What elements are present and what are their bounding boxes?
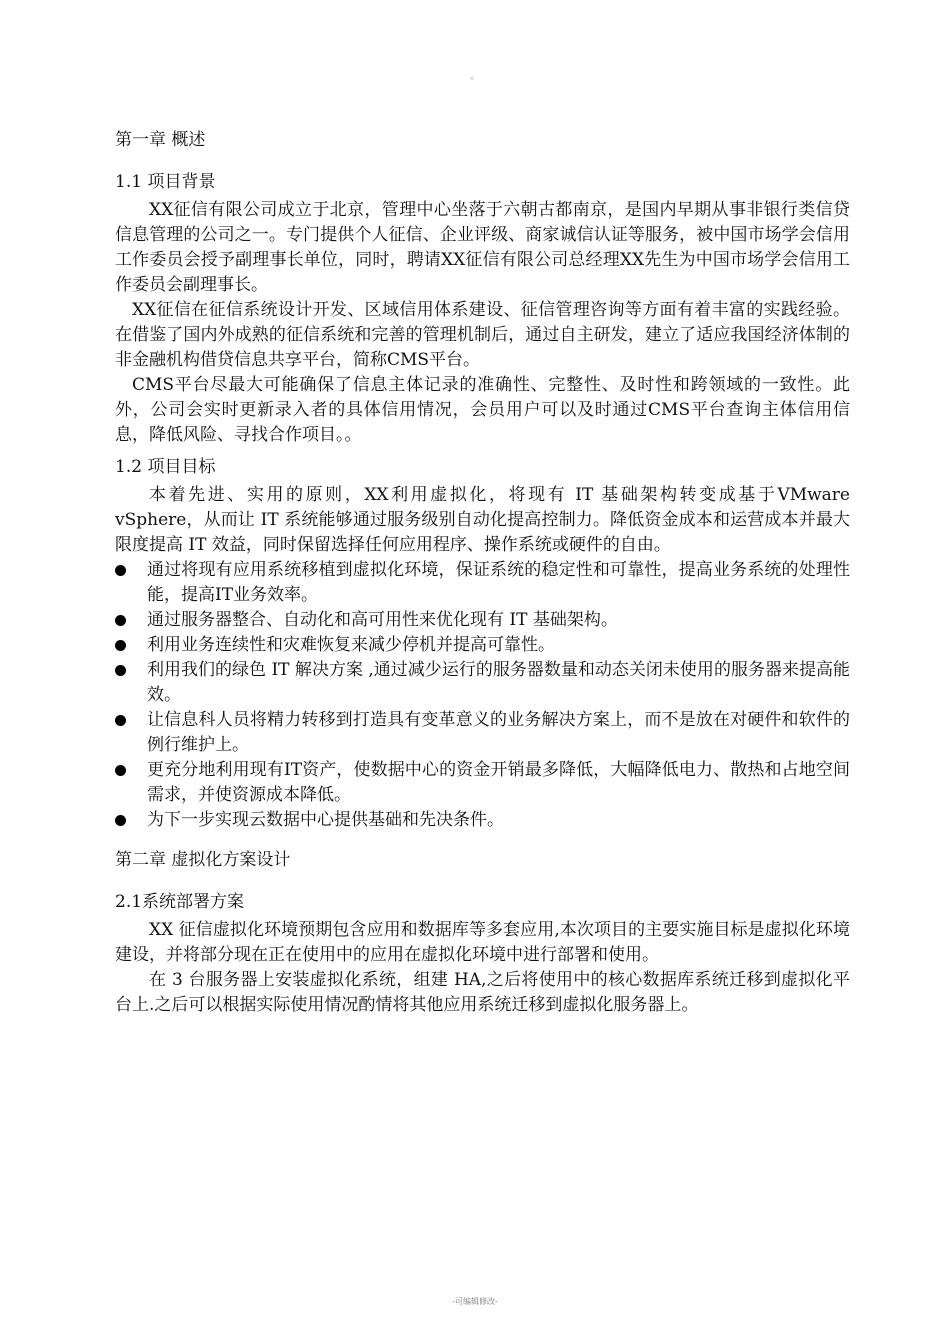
section-1-1-paragraph-2: XX征信在征信系统设计开发、区域信用体系建设、征信管理咨询等方面有着丰富的实践经验。在借鉴了国内外成熟的征信系统和完善的管理机制后，通过自主研发，建立了适应我国经济体制的非金融机构借贷信息共享平台，简称CMS平台。 — [115, 300, 850, 370]
page-footer: -可编辑修改- — [452, 1297, 498, 1306]
bullet-icon — [115, 565, 126, 576]
section-2-1-title: 2.1系统部署方案 — [115, 892, 245, 912]
list-item — [115, 658, 850, 708]
list-item-text: 利用业务连续性和灾难恢复来减少停机并提高可靠性。 — [147, 635, 555, 655]
section-1-1-title: 1.1 项目背景 — [115, 172, 216, 192]
list-item-text: 利用我们的绿色 IT 解决方案 ,通过减少运行的服务器数量和动态关闭未使用的服务器来提高能效。 — [147, 660, 850, 705]
list-item — [115, 808, 850, 833]
bullet-icon — [115, 715, 126, 726]
section-1-1-paragraph-1: XX征信有限公司成立于北京，管理中心坐落于六朝古都南京，是国内早期从事非银行类信贷信息管理的公司之一。专门提供个人征信、企业评级、商家诚信认证等服务，被中国市场学会信用工作委员会授予副理事长单位，同时，聘请XX征信有限公司总经理XX先生为中国市场学会信用工作委员会副理事长。 — [115, 200, 850, 295]
list-item-text: 通过服务器整合、自动化和高可用性来优化现有 IT 基础架构。 — [147, 610, 618, 630]
chapter-1-title: 第一章 概述 — [115, 130, 206, 150]
list-item-text: 为下一步实现云数据中心提供基础和先决条件。 — [147, 810, 504, 830]
section-1-2-title: 1.2 项目目标 — [115, 457, 216, 477]
list-item — [115, 708, 850, 758]
chapter-2-title: 第二章 虚拟化方案设计 — [115, 850, 291, 870]
section-1-1-paragraph-3: CMS平台尽最大可能确保了信息主体记录的准确性、完整性、及时性和跨领域的一致性。此外，公司会实时更新录入者的具体信用情况，会员用户可以及时通过CMS平台查询主体信用信息，降低风险、寻找合作项目。。 — [115, 375, 850, 445]
list-item-text: 让信息科人员将精力转移到打造具有变革意义的业务解决方案上，而不是放在对硬件和软件的例行维护上。 — [147, 710, 850, 755]
list-item-text: 通过将现有应用系统移植到虚拟化环境，保证系统的稳定性和可靠性，提高业务系统的处理性能，提高IT业务效率。 — [147, 560, 850, 605]
bullet-icon — [115, 640, 126, 651]
document-body — [115, 128, 850, 1018]
bullet-icon — [115, 615, 126, 626]
goals-list — [115, 558, 850, 833]
bullet-icon — [115, 815, 126, 826]
section-2-1-paragraph-1: XX 征信虚拟化环境预期包含应用和数据库等多套应用,本次项目的主要实施目标是虚拟化环境建设，并将部分现在正在使用中的应用在虚拟化环境中进行部署和使用。 — [115, 920, 850, 965]
list-item — [115, 608, 850, 633]
section-2-1-paragraph-2: 在 3 台服务器上安装虚拟化系统，组建 HA,之后将使用中的核心数据库系统迁移到虚拟化平台上.之后可以根据实际使用情况酌情将其他应用系统迁移到虚拟化服务器上。 — [115, 970, 850, 1015]
bullet-icon — [115, 665, 126, 676]
section-1-2-intro: 本着先进、实用的原则，XX利用虚拟化，将现有 IT 基础架构转变成基于VMware vSphere，从而让 IT 系统能够通过服务级别自动化提高控制力。降低资金成本和运营成本并最大限度提高 IT 效益，同时保留选择任何应用程序、操作系统或硬件的自由。 — [115, 485, 850, 555]
list-item — [115, 558, 850, 608]
header-mark: 。 — [470, 71, 480, 82]
list-item — [115, 758, 850, 808]
list-item — [115, 633, 850, 658]
bullet-icon — [115, 765, 126, 776]
list-item-text: 更充分地利用现有IT资产，使数据中心的资金开销最多降低，大幅降低电力、散热和占地空间需求，并使资源成本降低。 — [147, 760, 850, 805]
